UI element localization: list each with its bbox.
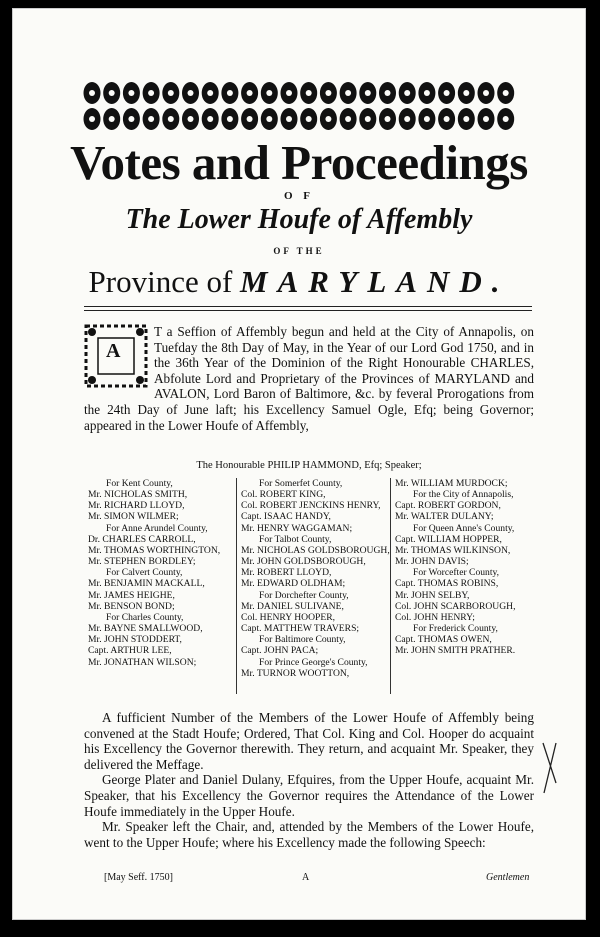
ornament-motif-center [325, 90, 331, 96]
ornament-motif-center [365, 116, 371, 122]
divider-rule [84, 310, 532, 311]
member-entry: Mr. SIMON WILMER; [88, 511, 179, 523]
member-entry: Mr. JOHN SELBY, [395, 589, 470, 601]
title-of-the: OF THE [273, 246, 325, 256]
ornament-border-graphic [82, 80, 518, 132]
title-lower-house: The Lower Houfe of Affembly [125, 204, 473, 235]
member-entry: Mr. JAMES HEIGHE, [88, 589, 175, 601]
member-entry: Mr. TURNOR WOOTTON, [241, 667, 350, 679]
member-entry: For Talbot County, [259, 533, 332, 545]
member-entry: Mr. JOHN GOLDSBOROUGH, [241, 556, 366, 568]
members-list [84, 478, 534, 698]
ornament-motif-center [227, 90, 233, 96]
drop-cap-ornament [84, 324, 148, 388]
ornament-motif-center [128, 90, 134, 96]
ornament-motif-center [266, 116, 272, 122]
ornament-motif-center [424, 90, 430, 96]
divider-rule [84, 306, 532, 307]
footer-catchword: Gentlemen [486, 872, 530, 883]
member-entry: Capt. WILLIAM HOPPER, [395, 533, 502, 545]
ornament-motif-center [188, 116, 194, 122]
member-entry: For Calvert County, [106, 567, 183, 579]
paragraph: Mr. Speaker left the Chair, and, attended by the Members of the Lower Houfe, went to the Upper Houfe; where his Excellency made the following Speech: [84, 819, 534, 850]
member-entry: Col. JOHN SCARBOROUGH, [395, 600, 516, 612]
ornament-motif-center [89, 116, 95, 122]
member-entry: Col. ROBERT KING, [241, 489, 326, 501]
ornament-motif-center [463, 90, 469, 96]
member-entry: Mr. THOMAS WILKINSON, [395, 544, 511, 556]
ornament-motif-center [148, 90, 154, 96]
title-province-prefix: Province of [88, 264, 241, 299]
member-entry: For Queen Anne's County, [413, 522, 515, 534]
members-column-2 [236, 478, 389, 694]
title-province-place: MARYLAND. [240, 264, 510, 299]
ornament-motif-center [247, 116, 253, 122]
member-entry: Capt. THOMAS ROBINS, [395, 578, 499, 590]
speaker-line: The Honourable PHILIP HAMMOND, Efq; Speaker; [196, 460, 422, 471]
ornament-motif-center [345, 90, 351, 96]
member-entry: Col. ROBERT JENCKINS HENRY, [241, 500, 381, 512]
member-entry: Mr. WALTER DULANY; [395, 511, 494, 523]
member-entry: Mr. RICHARD LLOYD, [88, 500, 185, 512]
ornament-motif-center [404, 90, 410, 96]
title-province [12, 264, 586, 300]
document-page [12, 8, 586, 920]
ornament-motif-center [444, 116, 450, 122]
member-entry: Dr. CHARLES CARROLL, [88, 533, 196, 545]
ornament-motif-center [424, 116, 430, 122]
member-entry: Mr. BENJAMIN MACKALL, [88, 578, 205, 590]
member-entry: Mr. BENSON BOND; [88, 600, 175, 612]
member-entry: For Kent County, [106, 478, 173, 489]
member-entry: Col. HENRY HOOPER, [241, 611, 335, 623]
member-entry: Mr. WILLIAM MURDOCK; [395, 478, 508, 489]
margin-annotation-mark [540, 738, 560, 798]
member-entry: Mr. HENRY WAGGAMAN; [241, 522, 353, 534]
members-column-3 [390, 478, 537, 694]
member-entry: For Somerfet County, [259, 478, 343, 489]
member-entry: Mr. NICHOLAS GOLDSBOROUGH, [241, 544, 390, 556]
member-entry: Capt. ISAAC HANDY, [241, 511, 331, 523]
member-entry: Capt. JOHN PACA; [241, 645, 319, 657]
member-entry: Mr. JONATHAN WILSON; [88, 656, 197, 668]
paragraph: George Plater and Daniel Dulany, Efquires, from the Upper Houfe, acquaint Mr. Speaker, that his Excellency the Governor requires the Attendance of the Lower Houfe immediately in the Upper Houfe. [84, 772, 534, 819]
member-entry: Mr. STEPHEN BORDLEY; [88, 556, 196, 568]
member-entry: For Worcefter County, [413, 567, 500, 579]
member-entry: For Anne Arundel County, [106, 522, 208, 534]
member-entry: Mr. JOHN SMITH PRATHER. [395, 645, 516, 657]
member-entry: Mr. DANIEL SULIVANE, [241, 600, 344, 612]
member-entry: For Baltimore County, [259, 634, 346, 646]
ornament-motif-center [109, 90, 115, 96]
ornament-motif-center [227, 116, 233, 122]
member-entry: Mr. BAYNE SMALLWOOD, [88, 623, 203, 635]
ornament-motif-center [345, 116, 351, 122]
member-entry: Mr. JOHN DAVIS; [395, 556, 469, 568]
ornament-motif-center [207, 90, 213, 96]
ornament-motif-center [306, 90, 312, 96]
member-entry: Capt. THOMAS OWEN, [395, 634, 492, 646]
ornament-motif-center [128, 116, 134, 122]
ornament-motif-center [503, 90, 509, 96]
member-entry: For Frederick County, [413, 623, 498, 635]
intro-paragraph [84, 324, 534, 433]
ornament-motif-center [483, 90, 489, 96]
ornament-motif-center [325, 116, 331, 122]
ornament-motif-center [444, 90, 450, 96]
ornament-motif-center [148, 116, 154, 122]
ornament-motif-center [404, 116, 410, 122]
ornament-motif-center [109, 116, 115, 122]
title-of: O F [283, 190, 315, 202]
member-entry: Col. JOHN HENRY; [395, 611, 475, 623]
ornament-motif-center [385, 116, 391, 122]
ornament-motif-center [306, 116, 312, 122]
member-entry: Mr. EDWARD OLDHAM; [241, 578, 346, 590]
ornament-motif-center [207, 116, 213, 122]
members-column-1 [88, 478, 228, 668]
footer-signature: A [302, 872, 310, 883]
member-entry: For Dorchefter County, [259, 589, 349, 601]
intro-text: T a Seffion of Affembly begun and held at the City of Annapolis, on Tuefday the 8th Day of May, in the Year of our Lord God 1750, and in the 36th Year of the Dominion of the Right Honourable CHARLES, Abfolute Lord and Proprietary of the Provinces of MARYLAND and AVALON, Lord Baron of Baltimore, &c. by feveral Prorogations from the 24th Day of June laft; his Excellency Samuel Ogle, Efq; being Governor; appeared in the Lower Houfe of Affembly, [84, 324, 534, 433]
ornament-motif-center [89, 90, 95, 96]
ornament-motif-center [463, 116, 469, 122]
ornament-motif-center [168, 90, 174, 96]
member-entry: Capt. MATTHEW TRAVERS; [241, 623, 360, 635]
ornament-motif-center [168, 116, 174, 122]
member-entry: Mr. JOHN STODDERT, [88, 634, 182, 646]
member-entry: Capt. ROBERT GORDON, [395, 500, 501, 512]
ornament-motif-center [503, 116, 509, 122]
member-entry: For Charles County, [106, 611, 184, 623]
ornament-motif-center [188, 90, 194, 96]
title-votes-and-proceedings: Votes and Proceedings [70, 135, 528, 190]
ornament-motif-center [247, 90, 253, 96]
footer-session: [May Seff. 1750] [104, 872, 173, 883]
ornament-motif-center [266, 90, 272, 96]
proceedings-body [84, 710, 534, 850]
ornament-motif-center [286, 116, 292, 122]
member-entry: For Prince George's County, [259, 656, 368, 668]
ornament-motif-center [483, 116, 489, 122]
ornament-motif-center [365, 90, 371, 96]
member-entry: Mr. NICHOLAS SMITH, [88, 489, 188, 501]
ornament-motif-center [286, 90, 292, 96]
paragraph: A fufficient Number of the Members of the Lower Houfe of Affembly being convened at the Stadt Houfe; Ordered, That Col. King and Col. Hooper do acquaint his Excellency the Governor therewith. They return, and acquaint Mr. Speaker, they delivered the Meffage. [84, 710, 534, 772]
ornament-motif-center [385, 90, 391, 96]
member-entry: Mr. ROBERT LLOYD, [241, 567, 332, 579]
member-entry: For the City of Annapolis, [413, 489, 514, 501]
member-entry: Mr. THOMAS WORTHINGTON, [88, 544, 221, 556]
drop-cap-letter: A [106, 340, 121, 362]
member-entry: Capt. ARTHUR LEE, [88, 645, 172, 657]
